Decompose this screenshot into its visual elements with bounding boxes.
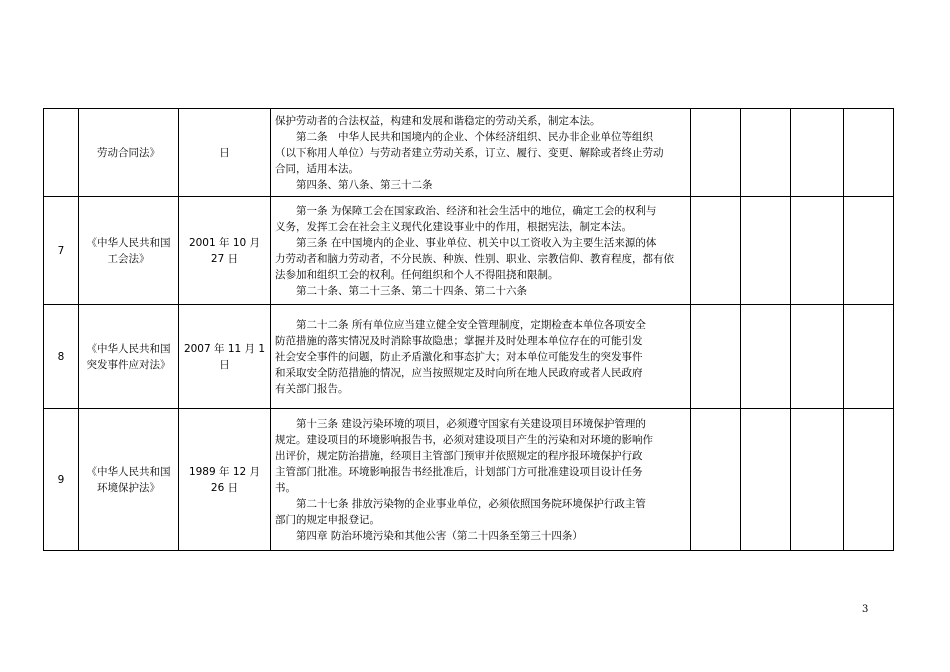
- provision-line: 第四章 防治环境污染和其他公害（第二十四条至第三十四条）: [296, 529, 583, 542]
- provision-line: 第二十条、第二十三条、第二十四条、第二十六条: [296, 284, 527, 297]
- provision-line: 主管部门批准。环境影响报告书经批准后，计划部门方可批准建设项目设计任务: [275, 465, 643, 478]
- provision-line: 法参加和组织工会的权利。任何组织和个人不得阻挠和限制。: [275, 268, 559, 281]
- empty-cell: [844, 197, 894, 305]
- provision-line: 第二十七条 排放污染物的企业事业单位，必须依照国务院环境保护行政主管: [296, 497, 646, 510]
- provision-line: 力劳动者和脑力劳动者，不分民族、种族、性别、职业、宗教信仰、教育程度，都有依: [275, 252, 674, 265]
- provision-line: 防范措施的落实情况及时消除事故隐患；掌握并及时处理本单位存在的可能引发: [275, 334, 643, 347]
- provision-line: 保护劳动者的合法权益，构建和发展和谐稳定的劳动关系，制定本法。: [275, 114, 601, 127]
- empty-cell: [691, 305, 741, 409]
- law-provisions: [271, 197, 691, 305]
- provision-line: 合同，适用本法。: [275, 162, 359, 175]
- provision-line: 第三条 在中国境内的企业、事业单位、机关中以工资收入为主要生活来源的体: [296, 236, 657, 249]
- provision-line: 出评价，规定防治措施，经项目主管部门预审并依照规定的程序报环境保护行政: [275, 449, 643, 462]
- law-name: 劳动合同法》: [79, 109, 179, 197]
- provision-line: 第四条、第八条、第三十二条: [296, 178, 433, 191]
- page-number: 3: [862, 604, 869, 615]
- provision-line: 有关部门报告。: [275, 382, 349, 395]
- empty-cell: [741, 109, 791, 197]
- provision-line: 部门的规定申报登记。: [275, 513, 380, 526]
- row-number: 7: [44, 197, 79, 305]
- provision-line: 第一条 为保障工会在国家政治、经济和社会生活中的地位，确定工会的权利与: [296, 204, 657, 217]
- empty-cell: [691, 109, 741, 197]
- empty-cell: [691, 197, 741, 305]
- table-row: [44, 197, 894, 305]
- law-provisions: [271, 305, 691, 409]
- empty-cell: [844, 109, 894, 197]
- provision-line: 书。: [275, 481, 296, 494]
- empty-cell: [741, 305, 791, 409]
- row-number: 8: [44, 305, 79, 409]
- provision-line: 第二条 中华人民共和国境内的企业、个体经济组织、民办非企业单位等组织: [296, 130, 653, 143]
- table-row: [44, 109, 894, 197]
- empty-cell: [844, 305, 894, 409]
- law-provisions: [271, 109, 691, 197]
- effective-date: 1989 年 12 月 26 日: [179, 409, 271, 551]
- row-number: [44, 109, 79, 197]
- effective-date: 2007 年 11 月 1 日: [179, 305, 271, 409]
- empty-cell: [791, 197, 844, 305]
- provision-line: 和采取安全防范措施的情况，应当按照规定及时向所在地人民政府或者人民政府: [275, 366, 643, 379]
- empty-cell: [791, 409, 844, 551]
- effective-date: 2001 年 10 月 27 日: [179, 197, 271, 305]
- regulations-table: [43, 108, 894, 551]
- row-number: 9: [44, 409, 79, 551]
- table-row: [44, 305, 894, 409]
- effective-date: 日: [179, 109, 271, 197]
- provision-line: 第二十二条 所有单位应当建立健全安全管理制度，定期检查本单位各项安全: [296, 318, 646, 331]
- empty-cell: [791, 109, 844, 197]
- provision-line: 第十三条 建设污染环境的项目，必须遵守国家有关建设项目环境保护管理的: [296, 417, 646, 430]
- table-row: [44, 409, 894, 551]
- law-name: 《中华人民共和国环境保护法》: [79, 409, 179, 551]
- empty-cell: [741, 197, 791, 305]
- law-name: 《中华人民共和国工会法》: [79, 197, 179, 305]
- empty-cell: [691, 409, 741, 551]
- empty-cell: [844, 409, 894, 551]
- empty-cell: [791, 305, 844, 409]
- law-name: 《中华人民共和国突发事件应对法》: [79, 305, 179, 409]
- provision-line: 规定。建设项目的环境影响报告书，必须对建设项目产生的污染和对环境的影响作: [275, 433, 653, 446]
- empty-cell: [741, 409, 791, 551]
- law-provisions: [271, 409, 691, 551]
- provision-line: （以下称用人单位）与劳动者建立劳动关系，订立、履行、变更、解除或者终止劳动: [275, 146, 664, 159]
- provision-line: 义务，发挥工会在社会主义现代化建设事业中的作用，根据宪法，制定本法。: [275, 220, 632, 233]
- provision-line: 社会安全事件的问题，防止矛盾激化和事态扩大；对本单位可能发生的突发事件: [275, 350, 643, 363]
- table-body: [44, 109, 894, 551]
